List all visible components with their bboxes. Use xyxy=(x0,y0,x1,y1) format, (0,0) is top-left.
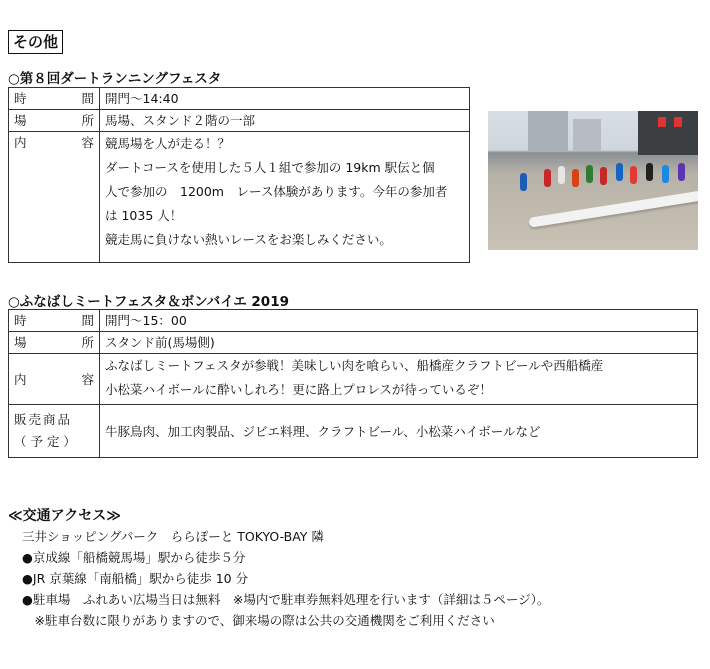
place-label: 場 所 xyxy=(9,332,100,354)
access-line: ●京成線「船橋競馬場」駅から徒歩５分 xyxy=(22,550,246,565)
access-line: ※駐車台数に限りがありますので、御来場の際は公共の交通機関をご利用ください xyxy=(22,613,495,628)
access-line: 三井ショッピングパーク ららぽーと TOKYO-BAY 隣 xyxy=(22,529,324,544)
content-line: ダートコースを使用した５人１組で参加の 19km 駅伝と個 xyxy=(105,160,435,175)
time-label: 時 間 xyxy=(9,310,100,332)
content-line: 人で参加の 1200m レース体験があります。今年の参加者 xyxy=(105,184,448,199)
place-value: スタンド前(馬場側) xyxy=(100,332,698,354)
content-label: 内 容 xyxy=(9,354,100,405)
content-value xyxy=(100,132,470,263)
content-line: 競走馬に負けない熱いレースをお楽しみください。 xyxy=(105,232,392,247)
event1-heading: ○第８回ダートランニングフェスタ xyxy=(8,71,222,87)
table-row xyxy=(9,405,698,458)
table-row xyxy=(9,310,698,332)
event2-table xyxy=(8,309,698,458)
sales-value: 牛豚鳥肉、加工肉製品、ジビエ料理、クラフトビール、小松菜ハイボールなど xyxy=(100,405,698,458)
access-line: ●駐車場 ふれあい広場当日は無料 ※場内で駐車券無料処理を行います（詳細は５ページ）。 xyxy=(22,592,550,607)
access-line: ●JR 京葉線「南船橋」駅から徒歩 10 分 xyxy=(22,571,249,586)
race-photo xyxy=(488,111,698,250)
time-label: 時 間 xyxy=(9,88,100,110)
place-value: 馬場、スタンド２階の一部 xyxy=(100,110,470,132)
content-line: は 1035 人！ xyxy=(105,208,183,223)
place-label: 場 所 xyxy=(9,110,100,132)
event2-heading: ○ふなばしミートフェスタ＆ボンバイエ 2019 xyxy=(8,294,289,310)
table-row xyxy=(9,354,698,405)
access-list xyxy=(22,526,549,631)
content-line: ふなばしミートフェスタが参戦！美味しい肉を喰らい、船橋産クラフトビールや西船橋産 xyxy=(105,358,604,373)
content-line: 競馬場を人が走る！？ xyxy=(105,136,231,151)
time-value: 開門～15：00 xyxy=(100,310,698,332)
content-value xyxy=(100,354,698,405)
table-row xyxy=(9,332,698,354)
access-heading: ≪交通アクセス≫ xyxy=(8,508,121,524)
table-row xyxy=(9,110,470,132)
time-value: 開門～14:40 xyxy=(100,88,470,110)
table-row xyxy=(9,132,470,263)
event1-table xyxy=(8,87,470,263)
content-label: 内 容 xyxy=(9,132,100,263)
content-line: 小松菜ハイボールに酔いしれろ！更に路上プロレスが待っているぞ！ xyxy=(105,382,492,397)
page-title: その他 xyxy=(8,30,63,54)
table-row xyxy=(9,88,470,110)
sales-label: 販売商品 （ 予 定 ） xyxy=(9,405,100,458)
